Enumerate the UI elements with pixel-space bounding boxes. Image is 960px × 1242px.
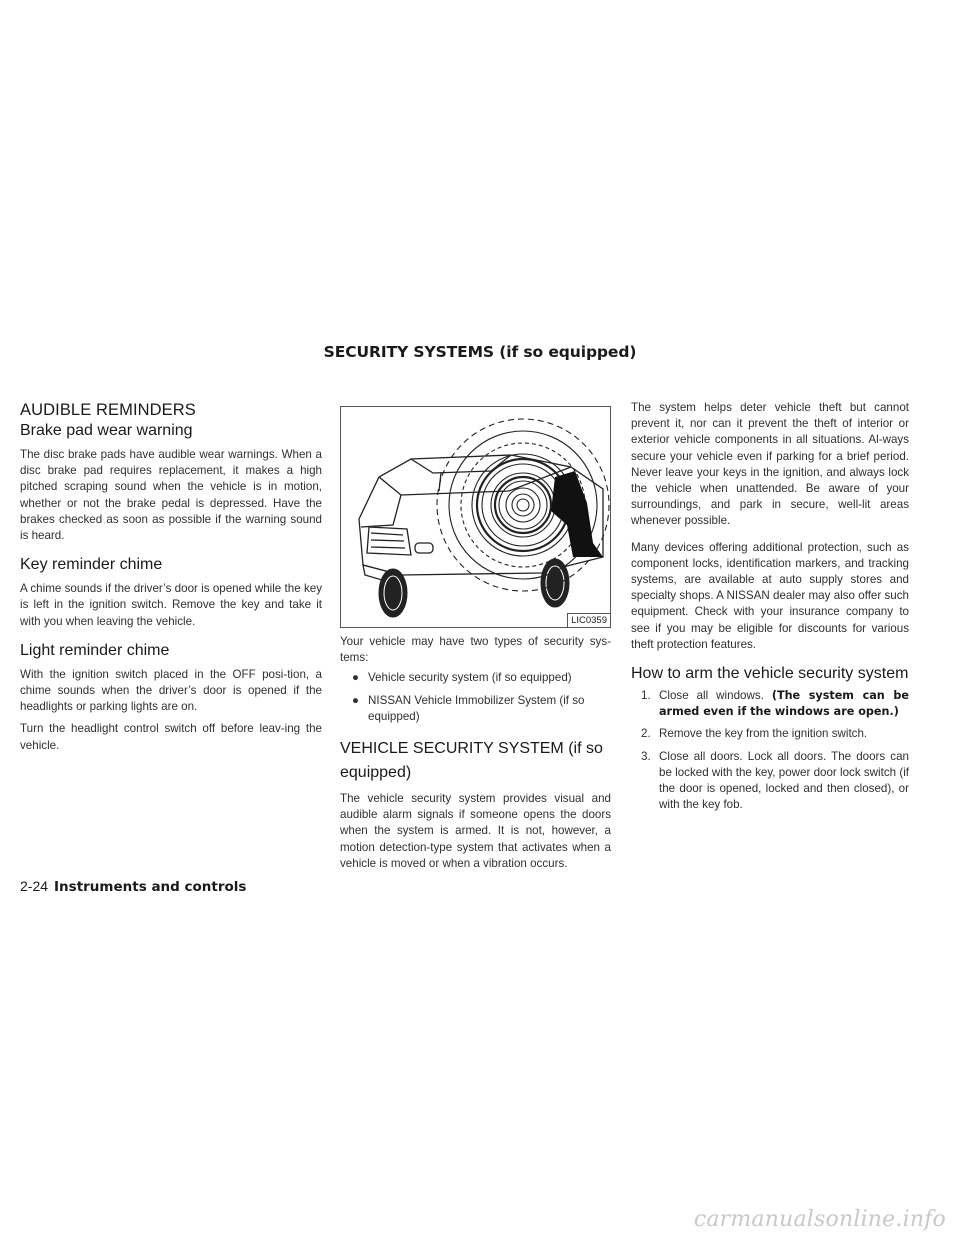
security-types-list [340,670,611,725]
step-text: Close all doors. Lock all doors. The doors can be locked with the key, power door lock switch (if the door is opened, locked and then closed), or with the key fob. [659,749,909,812]
security-intro-text: Your vehicle may have two types of security sys-tems: [340,635,611,665]
light-reminder-text-2: Turn the headlight control switch off before leav-ing the vehicle. [20,722,322,752]
security-figure [340,406,611,628]
list-item [340,693,611,725]
list-item [631,726,909,742]
list-item-text: Vehicle security system (if so equipped) [368,671,572,685]
step-number: 1. [641,689,651,703]
watermark: carmanualsonline.info [693,1207,946,1232]
chapter-title: Instruments and controls [54,879,247,895]
light-reminder-text-1: With the ignition switch placed in the OFF posi-tion, a chime sounds when the driver’s door is opened if the headlights or parking lights are on. [20,667,322,714]
page-footer [20,878,246,895]
vehicle-security-text: The vehicle security system provides visual and audible alarm signals if someone opens the doors when the system is armed. It is not, however, a motion detection-type system that activates when a vehicle is moved or when a vibration occurs. [340,792,611,870]
list-item [631,749,909,814]
column-left [20,400,322,754]
deter-theft-text: The system helps deter vehicle theft but cannot prevent it, nor can it prevent the theft of interior or exterior vehicle components in all situations. Al-ways secure your vehicle even if parking for a brief period. Never leave your keys in the ignition, and always lock the vehicle when unattended. Be aware of your surroundings, and park in secure, well-lit areas whenever possible. [631,401,909,528]
heading-vehicle-security-system: VEHICLE SECURITY SYSTEM (if so equipped) [340,740,603,782]
list-item [340,670,611,686]
bullet-icon: ● [352,693,360,707]
additional-protection-text: Many devices offering additional protection, such as component locks, identification markers, and tracking systems, are available at auto supply stores and specialty shops. A NISSAN dealer may also offer such equipment. Check with your insurance company to see if you may be eligible for discounts for various theft protection features. [631,540,909,651]
arming-steps-list [631,688,909,813]
heading-key-reminder: Key reminder chime [20,556,163,574]
heading-audible-reminders: AUDIBLE REMINDERS [20,401,196,419]
column-middle [340,400,611,872]
step-number: 2. [641,727,651,741]
step-text: Close all windows. [659,689,772,703]
column-right [631,400,909,819]
heading-light-reminder: Light reminder chime [20,641,170,659]
brake-pad-text: The disc brake pads have audible wear warnings. When a disc brake pad requires replacement, it makes a high pitched scraping sound when the vehicle is in motion, whether or not the brake pedal is depressed. Have the brakes checked as soon as possible if the warning sound is heard. [20,448,322,543]
heading-brake-pad-wear: Brake pad wear warning [20,422,193,439]
bullet-icon: ● [352,671,360,685]
heading-how-to-arm: How to arm the vehicle security system [631,665,909,683]
list-item [631,688,909,720]
step-text: Remove the key from the ignition switch. [659,727,868,741]
list-item-text: NISSAN Vehicle Immobilizer System (if so equipped) [368,693,585,723]
vehicle-security-illustration [341,407,610,627]
step-note: (The system can be armed even if the windows are open.) [659,689,909,719]
page-number: 2-24 [20,878,49,894]
figure-label: LIC0359 [567,613,610,627]
section-title: SECURITY SYSTEMS (if so equipped) [323,343,637,361]
step-number: 3. [641,749,651,763]
key-reminder-text: A chime sounds if the driver’s door is opened while the key is left in the ignition switch. Remove the key and take it with you when leaving the vehicle. [20,582,322,628]
